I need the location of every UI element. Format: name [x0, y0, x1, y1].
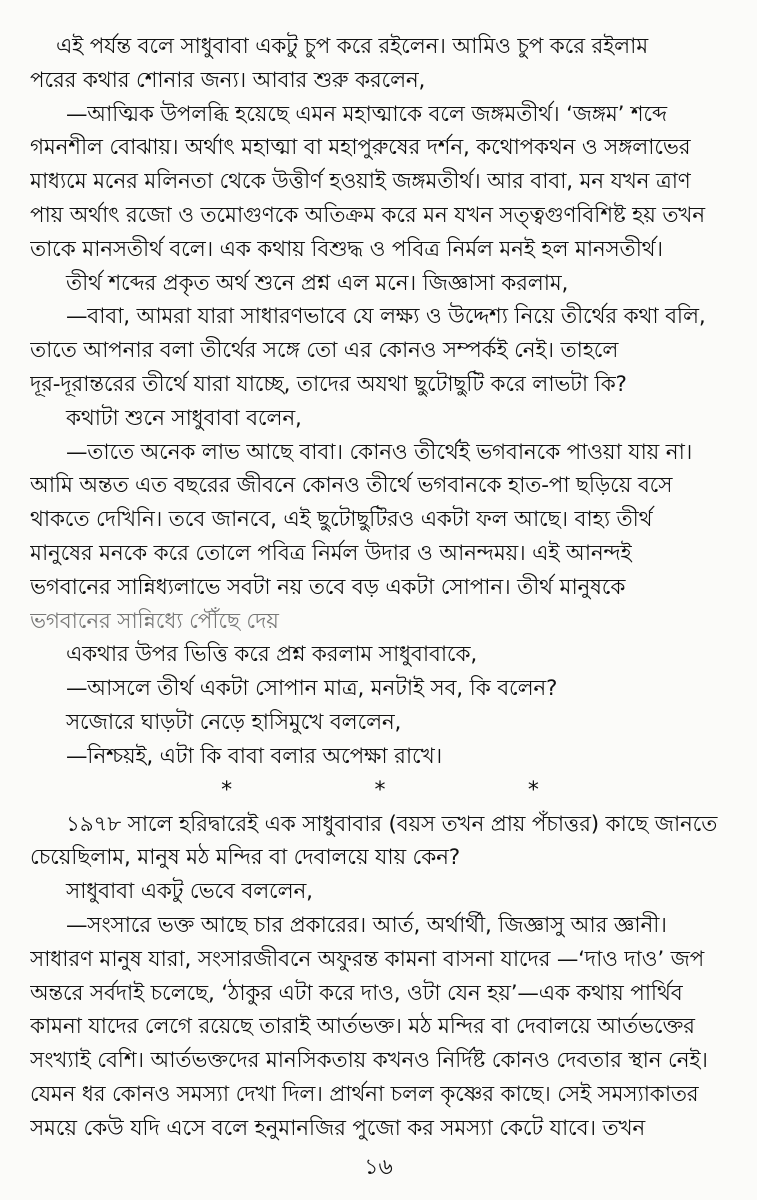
text-line: সাধুবাবা একটু ভেবে বললেন,	[66, 879, 313, 905]
text-line: কথাটা শুনে সাধুবাবা বলেন,	[66, 405, 302, 431]
text-line: সংখ্যাই বেশি। আর্তভক্তদের মানসিকতায় কখনও নির্দিষ্ট কোনও দেবতার স্থান নেই।	[30, 1048, 708, 1074]
text-line: —নিশ্চয়ই, এটা কি বাবা বলার অপেক্ষা রাখে।	[66, 743, 442, 769]
text-line: চেয়েছিলাম, মানুষ মঠ মন্দির বা দেবালয়ে যায় কেন?	[30, 845, 460, 871]
text-line: দূর-দূরান্তরের তীর্থে যারা যাচ্ছে, তাদের অযথা ছুটোছুটি করে লাভটা কি?	[30, 371, 627, 397]
text-line: —তাতে অনেক লাভ আছে বাবা। কোনও তীর্থেই ভগবানকে পাওয়া যায় না।	[66, 439, 693, 465]
text-line: একথার উপর ভিত্তি করে প্রশ্ন করলাম সাধুবাবাকে,	[66, 642, 478, 668]
page-body	[30, 30, 730, 1146]
text-line: মানুষের মনকে করে তোলে পবিত্র নির্মল উদার ও আনন্দময়। এই আনন্দই	[30, 540, 632, 566]
text-line: —বাবা, আমরা যারা সাধারণভাবে যে লক্ষ্য ও উদ্দেশ্য নিয়ে তীর্থের কথা বলি,	[66, 304, 706, 330]
text-line: গমনশীল বোঝায়। অর্থাৎ মহাত্মা বা মহাপুরুষের দর্শন, কথোপকথন ও সঙ্গলাভের	[30, 135, 691, 161]
page-number: ১৬	[364, 1155, 393, 1180]
separator-star: *	[221, 777, 233, 803]
text-line: —সংসারে ভক্ত আছে চার প্রকারের। আর্ত, অর্থার্থী, জিজ্ঞাসু আর জ্ঞানী।	[66, 912, 667, 938]
text-line: তীর্থ শব্দের প্রকৃত অর্থ শুনে প্রশ্ন এল মনে। জিজ্ঞাসা করলাম,	[66, 270, 569, 296]
text-line: এই পর্যন্ত বলে সাধুবাবা একটু চুপ করে রইলেন। আমিও চুপ করে রইলাম	[56, 34, 648, 59]
text-line: আমি অন্তত এত বছরের জীবনে কোনও তীর্থে ভগবানকে হাত-পা ছড়িয়ে বসে	[30, 473, 673, 499]
text-line: যেমন ধর কোনও সমস্যা দেখা দিল। প্রার্থনা চলল কৃষ্ণের কাছে। সেই সমস্যাকাতর	[30, 1081, 699, 1107]
text-line: পরের কথার শোনার জন্য। আবার শুরু করলেন,	[30, 67, 426, 93]
text-line: মাধ্যমে মনের মলিনতা থেকে উত্তীর্ণ হওয়াই জঙ্গমতীর্থ। আর বাবা, মন যখন ত্রাণ	[30, 169, 691, 195]
text-line: —আত্মিক উপলব্ধি হয়েছে এমন মহাত্মাকে বলে জঙ্গমতীর্থ। ‘জঙ্গম’ শব্দে	[66, 101, 667, 127]
text-line: অন্তরে সর্বদাই চলেছে, ‘ঠাকুর এটা করে দাও, ওটা যেন হয়’—এক কথায় পার্থিব	[30, 980, 683, 1006]
text-line: সজোরে ঘাড়টা নেড়ে হাসিমুখে বললেন,	[66, 709, 402, 735]
text-line: ভগবানের সান্নিধ্যলাভে সবটা নয় তবে বড় একটা সোপান। তীর্থ মানুষকে	[30, 574, 626, 600]
text-line: —আসলে তীর্থ একটা সোপান মাত্র, মনটাই সব, কি বলেন?	[66, 676, 558, 702]
text-line-faded: ভগবানের সান্নিধ্যে পৌঁছে দেয়	[30, 608, 279, 634]
text-line: ১৯৭৮ সালে হরিদ্বারেই এক সাধুবাবার (বয়স তখন প্রায় পঁচাত্তর) কাছে জানতে	[66, 811, 718, 837]
text-line: থাকতে দেখিনি। তবে জানবে, এই ছুটোছুটিরও একটা ফল আছে। বাহ্য তীর্থ	[30, 507, 653, 533]
text-line: তাতে আপনার বলা তীর্থের সঙ্গে তো এর কোনও সম্পর্কই নেই। তাহলে	[30, 338, 619, 364]
text-line: তাকে মানসতীর্থ বলে। এক কথায় বিশুদ্ধ ও পবিত্র নির্মল মনই হল মানসতীর্থ।	[30, 236, 663, 262]
section-separator	[30, 774, 730, 808]
text-line: সাধারণ মানুষ যারা, সংসারজীবনে অফুরন্ত কামনা বাসনা যাদের —‘দাও দাও’ জপ	[30, 946, 705, 972]
text-line: পায় অর্থাৎ রজো ও তমোগুণকে অতিক্রম করে মন যখন সত্ত্বগুণবিশিষ্ট হয় তখন	[30, 202, 705, 228]
text-line: কামনা যাদের লেগে রয়েছে তারাই আর্তভক্ত। মঠ মন্দির বা দেবালয়ে আর্তভক্তের	[30, 1014, 695, 1040]
separator-star: *	[527, 777, 539, 803]
separator-star: *	[374, 777, 386, 803]
text-line: সময়ে কেউ যদি এসে বলে হনুমানজির পুজো কর সমস্যা কেটে যাবে। তখন	[30, 1115, 646, 1141]
